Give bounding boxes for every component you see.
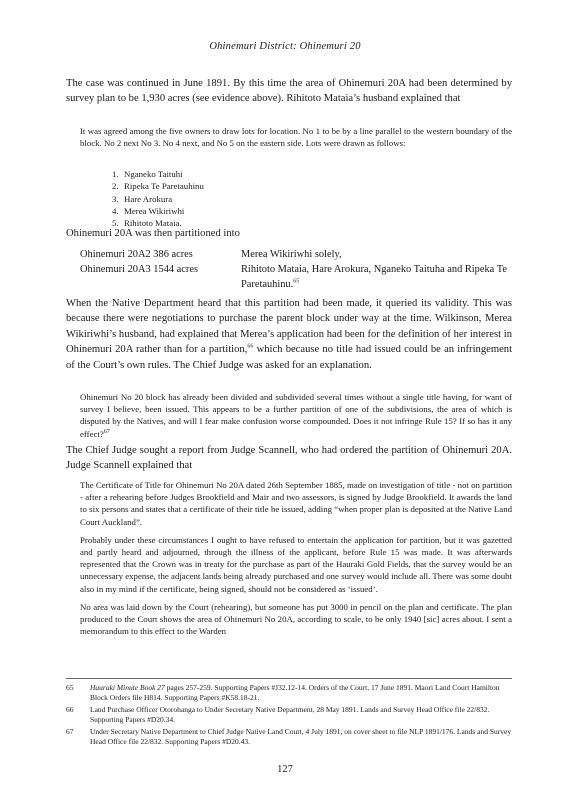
paragraph-partitioned-into: Ohinemuri 20A was then partitioned into — [66, 228, 240, 239]
paragraph-native-department: When the Native Department heard that this partition had been made, it queried its validity. This was because there were negotiations to purchase the parent block under way at the time. Wilkinson, Merea Wikiriwhi’s husband, had explained that Merea’s application had been for the definition of her interest in Ohinemuri 20A rather than for a partition,$^{66}$ which because no title had issued could be an infringement of the Court’s own rules. The Chief Judge was asked for an explanation. — [66, 298, 513, 371]
list-item: 3. Hare Arokura — [112, 193, 173, 204]
quote-paragraph: No area was laid down by the Court (rehearing), but someone has put 3000 in pencil on the plan and certificate. The plan produced to the Court shows the area of Ohinemuri No 20A, according to scale, to be only 1940 [sic] acres about. I sent a memorandum to this effect to the Warden — [80, 601, 512, 637]
partition-table — [80, 247, 512, 293]
block-quote-lot-drawing — [80, 125, 512, 155]
table-row — [80, 247, 512, 262]
paragraph-case-continued: The case was continued in June 1891. By this time the area of Ohinemuri 20A had been determined by survey plan to be 1,930 acres (see evidence above). Rihitoto Mataia’s husband explained that — [66, 78, 512, 105]
partition-owners: Merea Wikiriwhi solely, — [241, 249, 342, 260]
paragraph-judge-scannell: The Chief Judge sought a report from Judge Scannell, who had ordered the partition of Ohinemuri 20A. Judge Scannell explained that — [66, 445, 512, 472]
list-item: 2. Ripeka Te Paretauhinu — [112, 181, 204, 192]
footnotes — [66, 683, 512, 748]
block-quote-scannell — [80, 479, 512, 643]
list-item: 1. Nganeko Taituhi — [112, 169, 183, 179]
quote-text: It was agreed among the five owners to draw lots for location. No 1 to be by a line parallel to the western boundary of the block. No 2 next No 3. No 4 next, and No 5 on the eastern side. Lots were drawn as follows: — [80, 126, 512, 149]
page-number: 127 — [277, 764, 293, 775]
partition-block: Ohinemuri 20A2 386 acres — [80, 249, 193, 260]
footnote-divider — [66, 678, 512, 679]
quote-paragraph: Probably under these circumstances I ought to have refused to entertain the application for partition, but it was gazetted and partly heard and adjourned, through the illness of the applicant, before Rule 15 was made. It was afterwards represented that the Crown was in treaty for the purchase as part of the Hauraki Gold Fields, that the survey would be an unnecessary expense, the adjacent lands being already purchased and one survey would include all. There was some doubt also in my mind if the certificate, being signed, should not be considered as ‘issued’. — [80, 534, 512, 594]
block-quote-chief-judge — [80, 391, 512, 446]
table-row — [80, 262, 512, 292]
partition-owners: Rihitoto Mataia, Hare Arokura, Nganeko Taituha and Ripeka Te Paretauhinu.$^{65}$ — [241, 264, 507, 291]
footnote-ref: 67 — [103, 428, 110, 435]
quote-paragraph: The Certificate of Title for Ohinemuri No 20A dated 26th September 1885, made on investigation of title - not on partition - after a rehearing before Judges Brookfield and Mair and two assessors, is signed by Judge Brookfield. It awards the land to six persons and states that a certificate of their title be issued, adding “when proper plan is deposited at the Native Land Court Auckland”. — [80, 480, 512, 527]
quote-text: Ohinemuri No 20 block has already been divided and subdivided several times without a single title having, for want of survey I believe, been issued. This appears to be a further partition of one of the subdivisions, the area of which is disputed by the Natives, and will I fear make confusion worse compounded. Does it not infringe Rule 15? If so has it any effect?$^{67}$ — [80, 392, 512, 439]
running-head: Ohinemuri District: Ohinemuri 20 — [209, 41, 361, 52]
list-item: 5. Rihitoto Mataia. — [112, 218, 182, 229]
footnote: 66 Land Purchase Officer Otorohanga to Under Secretary Native Department, 28 May 1891. Lands and Survey Head Office file 22/832. Supporting Papers #D20.34. — [66, 704, 490, 725]
partition-block: Ohinemuri 20A3 1544 acres — [80, 264, 199, 276]
footnote-ref: 66 — [247, 343, 254, 350]
list-item: 4. Merea Wikiriwhi — [112, 205, 185, 216]
footnote: 67 Under Secretary Native Department to Chief Judge Native Land Court, 4 July 1891, on cover sheet to file NLP 1891/176. Lands and Survey Head Office file 22/832. Supporting Papers #D20.43. — [66, 726, 512, 747]
footnote-ref: 65 — [293, 278, 300, 285]
footnote: 65 Hauraki Minute Book 27 pages 257-259. Supporting Papers #J32.12-14. Orders of the Court, 17 June 1891. Maori Land Court Hamilton Block Orders file H814. Supporting Papers #K58.18-21. — [66, 683, 500, 703]
lot-list — [112, 168, 204, 229]
